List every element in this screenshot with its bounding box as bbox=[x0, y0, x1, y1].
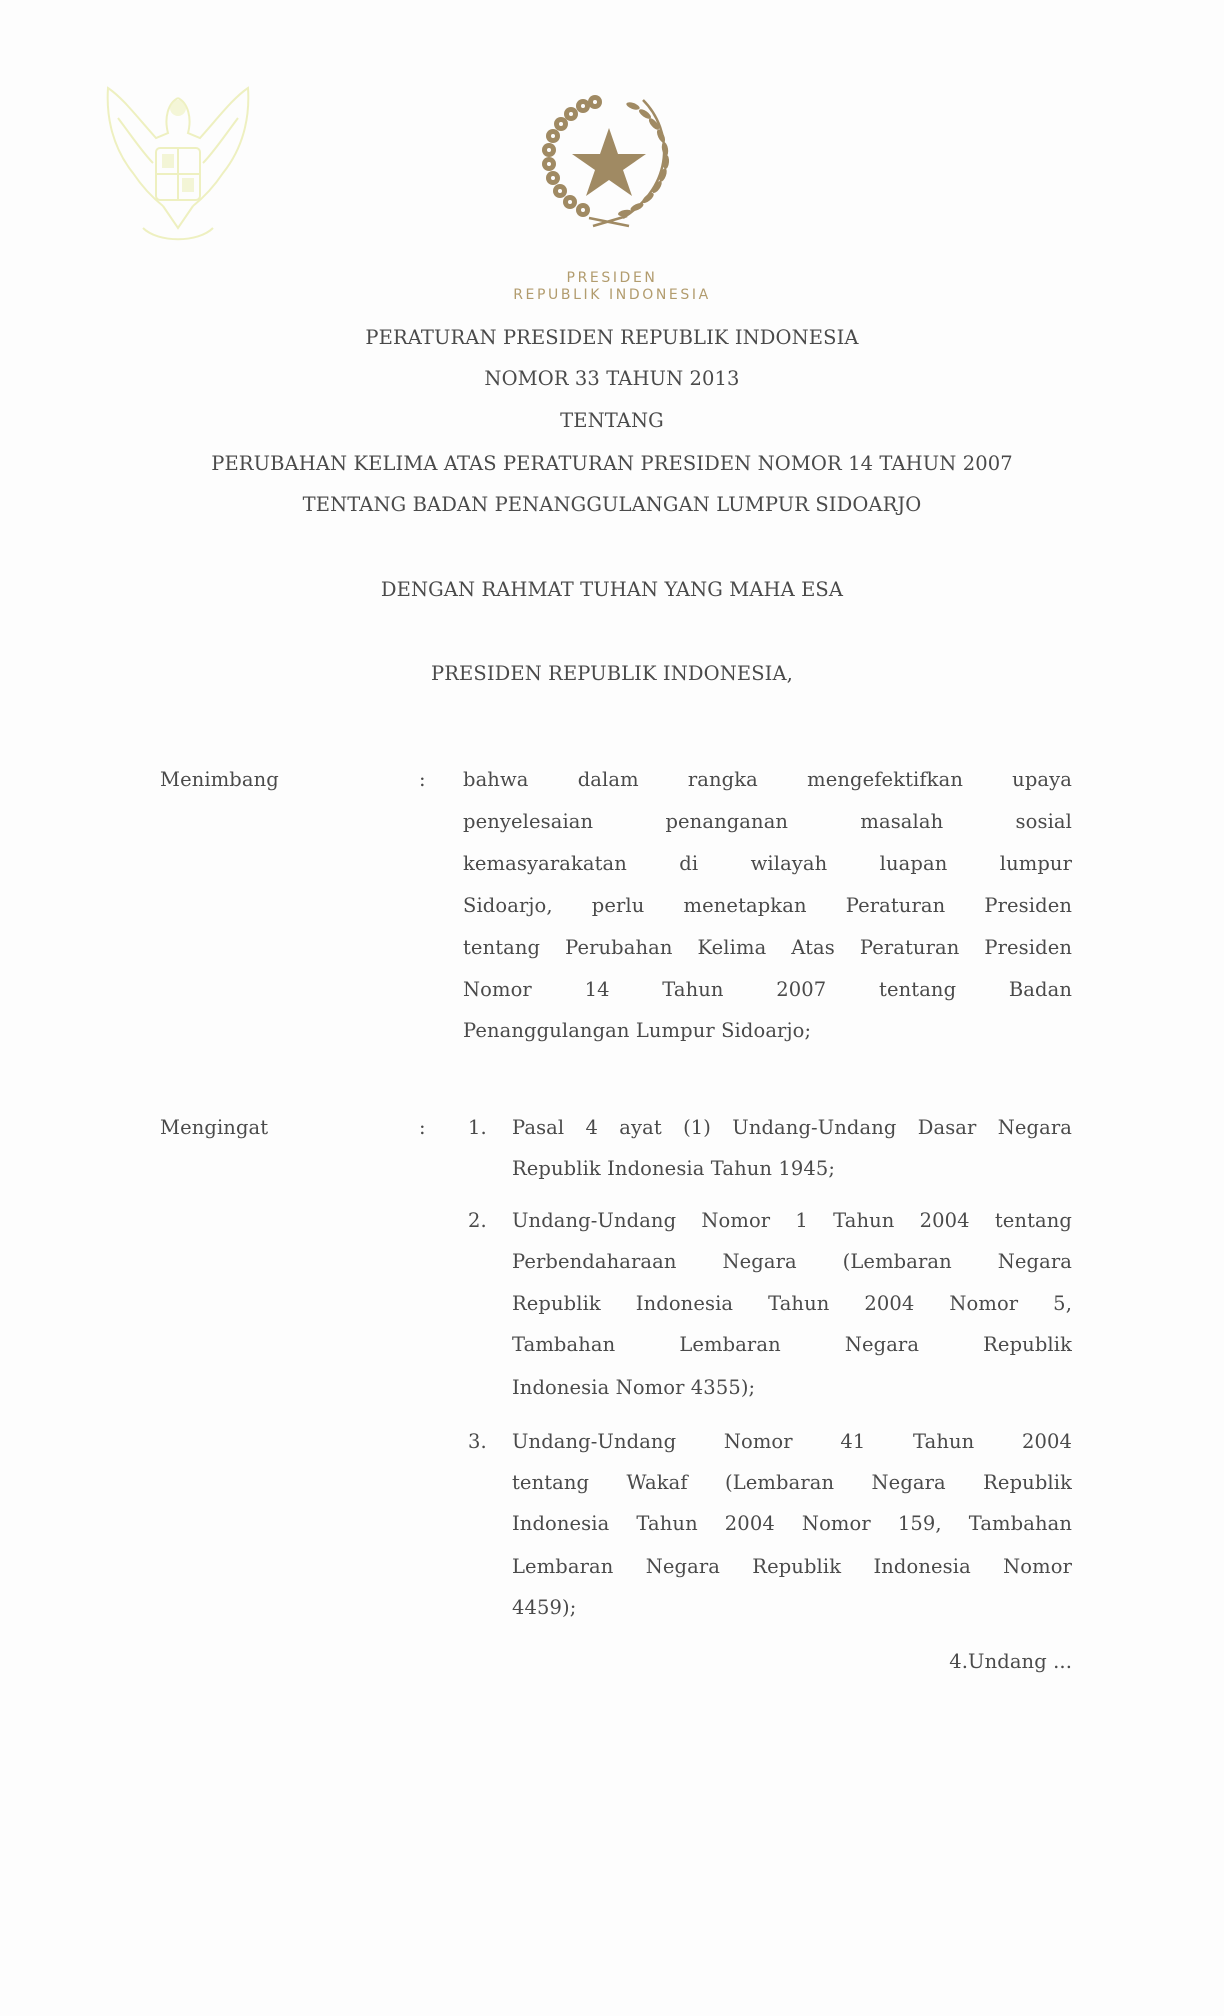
menimbang-colon: : bbox=[419, 768, 426, 791]
mengingat-label: Mengingat bbox=[160, 1116, 269, 1139]
page-continuation: 4.Undang ... bbox=[949, 1650, 1072, 1673]
authority: PRESIDEN REPUBLIK INDONESIA, bbox=[431, 662, 793, 685]
list-item-line: Indonesia Tahun 2004 Nomor 159, Tambahan bbox=[512, 1512, 1072, 1535]
list-item-number: 2. bbox=[468, 1209, 487, 1232]
menimbang-label: Menimbang bbox=[160, 768, 279, 791]
list-item-line: Republik Indonesia Tahun 2004 Nomor 5, bbox=[512, 1292, 1072, 1315]
menimbang-line: Nomor 14 Tahun 2007 tentang Badan bbox=[463, 978, 1072, 1001]
list-item-line: Pasal 4 ayat (1) Undang-Undang Dasar Negara bbox=[512, 1116, 1072, 1139]
list-item-line: 4459); bbox=[512, 1596, 577, 1619]
menimbang-line: Sidoarjo, perlu menetapkan Peraturan Presiden bbox=[463, 894, 1072, 917]
title-line-2: NOMOR 33 TAHUN 2013 bbox=[484, 367, 740, 390]
list-item-line: Tambahan Lembaran Negara Republik bbox=[512, 1333, 1072, 1356]
title-line-1: PERATURAN PRESIDEN REPUBLIK INDONESIA bbox=[365, 326, 859, 349]
menimbang-line: kemasyarakatan di wilayah luapan lumpur bbox=[463, 852, 1072, 875]
list-item-line: Perbendaharaan Negara (Lembaran Negara bbox=[512, 1250, 1072, 1273]
list-item-line: Republik Indonesia Tahun 1945; bbox=[512, 1157, 836, 1180]
emblem-label-republik-indonesia: REPUBLIK INDONESIA bbox=[513, 287, 711, 303]
menimbang-line: Penanggulangan Lumpur Sidoarjo; bbox=[463, 1019, 812, 1042]
list-item-line: Indonesia Nomor 4355); bbox=[512, 1376, 756, 1399]
list-item-line: Undang-Undang Nomor 1 Tahun 2004 tentang bbox=[512, 1209, 1072, 1232]
list-item-number: 1. bbox=[468, 1116, 487, 1139]
title-line-3: TENTANG bbox=[560, 409, 664, 432]
invocation: DENGAN RAHMAT TUHAN YANG MAHA ESA bbox=[380, 578, 844, 601]
list-item-number: 3. bbox=[468, 1430, 487, 1453]
emblem-label-presiden: PRESIDEN bbox=[566, 270, 658, 286]
menimbang-line: bahwa dalam rangka mengefektifkan upaya bbox=[463, 768, 1072, 791]
title-line-5: TENTANG BADAN PENANGGULANGAN LUMPUR SIDOARJO bbox=[302, 493, 922, 516]
garuda-watermark-icon bbox=[98, 78, 258, 253]
mengingat-colon: : bbox=[419, 1116, 426, 1139]
list-item-line: Lembaran Negara Republik Indonesia Nomor bbox=[512, 1555, 1072, 1578]
title-line-4: PERUBAHAN KELIMA ATAS PERATURAN PRESIDEN NOMOR 14 TAHUN 2007 bbox=[211, 452, 1013, 475]
menimbang-line: tentang Perubahan Kelima Atas Peraturan Presiden bbox=[463, 936, 1072, 959]
list-item-line: Undang-Undang Nomor 41 Tahun 2004 bbox=[512, 1430, 1072, 1453]
list-item-line: tentang Wakaf (Lembaran Negara Republik bbox=[512, 1471, 1072, 1494]
menimbang-line: penyelesaian penanganan masalah sosial bbox=[463, 810, 1072, 833]
presidential-emblem-icon bbox=[533, 90, 685, 232]
